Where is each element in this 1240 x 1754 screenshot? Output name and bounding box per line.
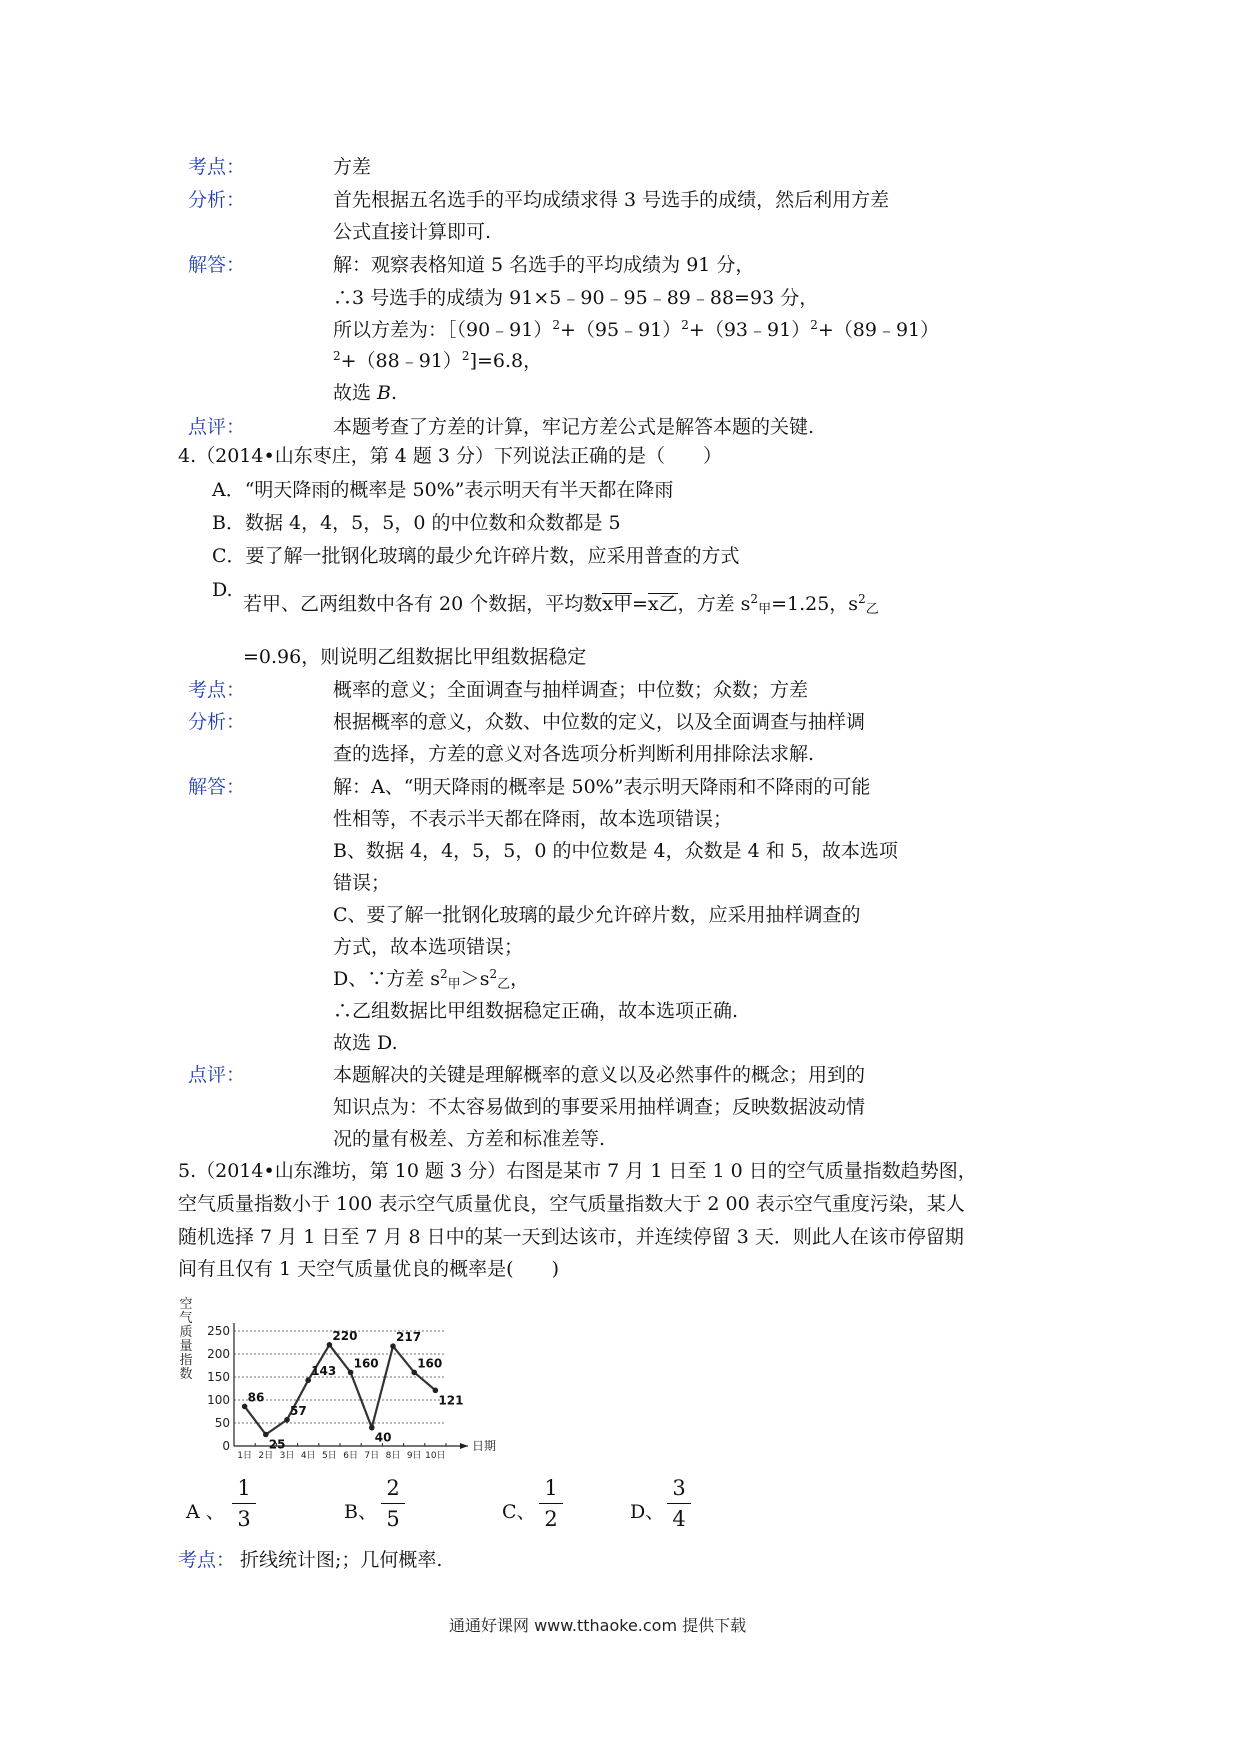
- q3-jieda-line-2: ∴3 号选手的成绩为 91×5﹣90﹣95﹣89﹣88=93 分，: [333, 287, 819, 309]
- square-mark: 2: [552, 318, 560, 332]
- q5-stem-line-3: 随机选择 7 月 1 日至 7 月 8 日中的某一天到达该市，并连续停留 3 天．则此人在该市停留期: [178, 1226, 964, 1248]
- q3-dianping-label: 点评：: [188, 416, 246, 438]
- q4-fenxi-label: 分析：: [188, 711, 246, 733]
- square-mark: 2: [810, 318, 818, 332]
- q4-option-d-text-b: ，方差 s: [677, 593, 751, 615]
- y-axis-label-char: 指: [179, 1353, 193, 1368]
- q3-variance-term-3: +（93﹣91）: [688, 319, 811, 341]
- y-axis-label: [179, 1296, 192, 1382]
- x-tick-label: 3日: [279, 1451, 295, 1461]
- q3-answer-prefix: 故选: [333, 382, 378, 404]
- data-label: 40: [374, 1430, 392, 1445]
- numerator: 3: [672, 1476, 686, 1500]
- data-label: 220: [332, 1328, 358, 1343]
- data-point: [263, 1432, 269, 1438]
- series-polyline: [245, 1345, 436, 1435]
- q4-jieda-line-7: D、∵方差 $s^2_甲>s^2_乙$，: [333, 967, 530, 992]
- square-mark: 2: [461, 349, 470, 363]
- q3-kaodian-text: 方差: [333, 156, 372, 178]
- q4-jieda-line-8: ∴乙组数据比甲组数据稳定正确，故本选项正确.: [333, 1000, 739, 1022]
- q4-option-d-label: D.: [212, 579, 233, 601]
- q3-jieda-line-1: 解：观察表格知道 5 名选手的平均成绩为 91 分，: [333, 254, 755, 276]
- q3-jieda-line-3: [333, 318, 940, 341]
- x-tick-label: 6日: [343, 1451, 358, 1461]
- q5-option-c-label: C、: [502, 1501, 536, 1523]
- q4-dianping-label: 点评：: [188, 1064, 246, 1086]
- q4-option-d-text-a: 若甲、乙两组数中各有 20 个数据，平均数: [243, 593, 603, 615]
- y-tick-labels: [207, 1324, 230, 1453]
- data-point: [411, 1370, 417, 1376]
- square-mark: 2: [681, 318, 689, 332]
- numerator: 2: [386, 1476, 400, 1500]
- q3-variance-result: ]=6.8，: [469, 350, 543, 372]
- y-axis-label-char: 数: [179, 1367, 193, 1382]
- mean-yi: x乙: [647, 593, 678, 615]
- x-tick-label: 10日: [425, 1451, 446, 1461]
- subscript-yi: 乙: [497, 977, 511, 992]
- y-axis-label-char: 空: [179, 1297, 193, 1312]
- subscript-jia: 甲: [758, 602, 772, 617]
- q3-fenxi-line-1: 首先根据五名选手的平均成绩求得 3 号选手的成绩，然后利用方差: [333, 189, 890, 211]
- q3-kaodian-label: 考点：: [188, 156, 246, 178]
- q4-option-a: A．“明天降雨的概率是 50%”表示明天有半天都在降雨: [212, 479, 674, 501]
- subscript-yi: 乙: [865, 602, 879, 617]
- denominator: 3: [237, 1507, 251, 1531]
- q4-jieda-line-1: 解：A、“明天降雨的概率是 50%”表示明天降雨和不降雨的可能: [333, 776, 871, 798]
- data-label: 160: [353, 1356, 379, 1371]
- data-label: 121: [438, 1393, 464, 1408]
- q5-stem-line-2: 空气质量指数小于 100 表示空气质量优良，空气质量指数大于 2 00 表示空气重度污染，某人: [178, 1193, 965, 1215]
- q4-kaodian-text: 概率的意义；全面调查与抽样调查；中位数；众数；方差: [333, 679, 809, 701]
- y-axis-label-char: 气: [179, 1311, 193, 1326]
- numerator: 1: [544, 1476, 558, 1500]
- data-label: 217: [396, 1330, 422, 1345]
- q4-jieda-line-5: C、要了解一批钢化玻璃的最少允许碎片数，应采用抽样调查的: [333, 904, 861, 926]
- q4-jieda-line-9: 故选 D.: [333, 1032, 398, 1054]
- q4-fenxi-line-1: 根据概率的意义，众数、中位数的定义，以及全面调查与抽样调: [333, 711, 866, 733]
- denominator: 4: [672, 1507, 686, 1531]
- q5-option-d-fraction: [667, 1478, 691, 1530]
- q5-option-b-fraction: [381, 1478, 405, 1530]
- data-point: [390, 1343, 396, 1349]
- q4-jieda-line-2: 性相等，不表示半天都在降雨，故本选项错误；: [333, 808, 733, 830]
- y-tick-label: 100: [207, 1393, 230, 1407]
- q4-option-d-line-2: =0.96，则说明乙组数据比甲组数据稳定: [243, 646, 587, 668]
- q3-answer-period: .: [391, 382, 398, 404]
- data-label: 86: [247, 1390, 265, 1405]
- q4-kaodian-label: 考点：: [188, 679, 246, 701]
- q3-jieda-line-5: [333, 384, 397, 403]
- y-tick-label: 150: [207, 1370, 230, 1384]
- q3-variance-term-4: +（89﹣91）: [817, 319, 940, 341]
- numerator: 1: [237, 1476, 251, 1500]
- data-point: [305, 1377, 311, 1383]
- air-quality-line-chart: [178, 1290, 497, 1475]
- q4-option-c: C．要了解一批钢化玻璃的最少允许碎片数，应采用普查的方式: [212, 545, 740, 567]
- q4-option-d-line-1: 若甲、乙两组数中各有 20 个数据，平均数x甲=x乙，方差 $s^2_甲=1.25$，$s^2_乙$: [243, 592, 879, 617]
- q3-fenxi-label: 分析：: [188, 189, 246, 211]
- q5-option-a-label: A 、: [186, 1501, 225, 1523]
- x-tick-label: 4日: [300, 1451, 316, 1461]
- denominator: 5: [386, 1507, 400, 1531]
- q3-variance-term-1: 所以方差为：［（90﹣91）: [333, 319, 553, 341]
- q4-compare-text-b: ＞s: [460, 968, 490, 990]
- q4-dianping-line-3: 况的量有极差、方差和标准差等.: [333, 1128, 606, 1150]
- grid-lines: [234, 1328, 446, 1423]
- q5-option-a-fraction: [232, 1478, 256, 1530]
- x-tick-label: 5日: [322, 1451, 337, 1461]
- q5-kaodian-text: 折线统计图;；几何概率.: [240, 1549, 443, 1571]
- q5-stem-line-1: 5.（2014•山东潍坊，第 10 题 3 分）右图是某市 7 月 1 日至 1 0 日的空气质量指数趋势图，: [178, 1160, 977, 1182]
- x-axis-arrow: [460, 1443, 468, 1449]
- equals-sign: =: [631, 593, 648, 615]
- q3-jieda-label: 解答：: [188, 254, 246, 276]
- series-line: [245, 1345, 436, 1435]
- denominator: 2: [544, 1507, 558, 1531]
- data-label: 25: [268, 1437, 286, 1452]
- q5-option-c-fraction: [539, 1478, 563, 1530]
- y-tick-label: 250: [207, 1324, 230, 1338]
- q3-variance-term-2: +（95﹣91）: [560, 319, 682, 341]
- data-point: [242, 1404, 248, 1410]
- q3-fenxi-line-2: 公式直接计算即可.: [333, 221, 492, 243]
- data-point: [327, 1342, 333, 1348]
- data-label: 143: [311, 1364, 337, 1379]
- x-axis-label: 日期: [472, 1439, 497, 1453]
- data-point: [369, 1425, 375, 1431]
- data-point: [284, 1417, 290, 1423]
- q5-stem-line-4: 间有且仅有 1 天空气质量优良的概率是( ): [178, 1258, 559, 1280]
- q4-dianping-line-1: 本题解决的关键是理解概率的意义以及必然事件的概念；用到的: [333, 1064, 866, 1086]
- subscript-jia: 甲: [447, 977, 461, 992]
- data-label: 57: [290, 1403, 307, 1418]
- q5-kaodian-label: 考点：: [178, 1549, 236, 1571]
- y-tick-label: 200: [207, 1347, 230, 1361]
- q3-variance-term-5: +（88﹣91）: [340, 350, 462, 372]
- y-axis-label-char: 质: [179, 1325, 193, 1340]
- data-label: 160: [417, 1356, 443, 1371]
- x-tick-label: 8日: [385, 1451, 401, 1461]
- x-tick-label: 7日: [364, 1451, 380, 1461]
- axes: [234, 1323, 496, 1453]
- q3-jieda-line-4: [333, 349, 543, 372]
- q4-compare-text-a: D、∵方差 s: [333, 968, 441, 990]
- data-point: [348, 1370, 354, 1376]
- q5-option-b-label: B、: [344, 1501, 377, 1523]
- q4-fenxi-line-2: 查的选择，方差的意义对各选项分析判断利用排除法求解.: [333, 743, 815, 765]
- q4-jieda-line-3: B、数据 4，4，5，5，0 的中位数是 4，众数是 4 和 5，故本选项: [333, 840, 898, 862]
- q4-jieda-line-4: 错误；: [333, 872, 391, 894]
- x-tick-label: 9日: [406, 1451, 422, 1461]
- y-tick-label: 0: [222, 1439, 230, 1453]
- square-mark: 2: [333, 349, 341, 363]
- q4-option-b: B．数据 4，4，5，5，0 的中位数和众数都是 5: [212, 512, 621, 534]
- q4-stem: 4.（2014•山东枣庄，第 4 题 3 分）下列说法正确的是（ ）: [178, 445, 723, 467]
- data-point: [433, 1388, 439, 1394]
- x-tick-label: 1日: [237, 1451, 252, 1461]
- y-axis-label-char: 量: [179, 1339, 193, 1354]
- q3-answer-letter: B: [377, 382, 392, 404]
- q4-option-d-text-c: =1.25，s: [771, 593, 859, 615]
- q5-option-d-label: D、: [630, 1501, 665, 1523]
- q4-dianping-line-2: 知识点为：不太容易做到的事要采用抽样调查；反映数据波动情: [333, 1096, 866, 1118]
- page-footer: 通通好课网 www.tthaoke.com 提供下载: [449, 1616, 747, 1635]
- mean-jia: x甲: [602, 593, 632, 615]
- x-tick-label: 2日: [258, 1451, 274, 1461]
- y-tick-label: 50: [214, 1416, 230, 1430]
- q3-dianping-text: 本题考查了方差的计算，牢记方差公式是解答本题的关键.: [333, 416, 815, 438]
- data-labels: [248, 1329, 464, 1452]
- q4-jieda-label: 解答：: [188, 776, 246, 798]
- q4-jieda-line-6: 方式，故本选项错误；: [333, 936, 524, 958]
